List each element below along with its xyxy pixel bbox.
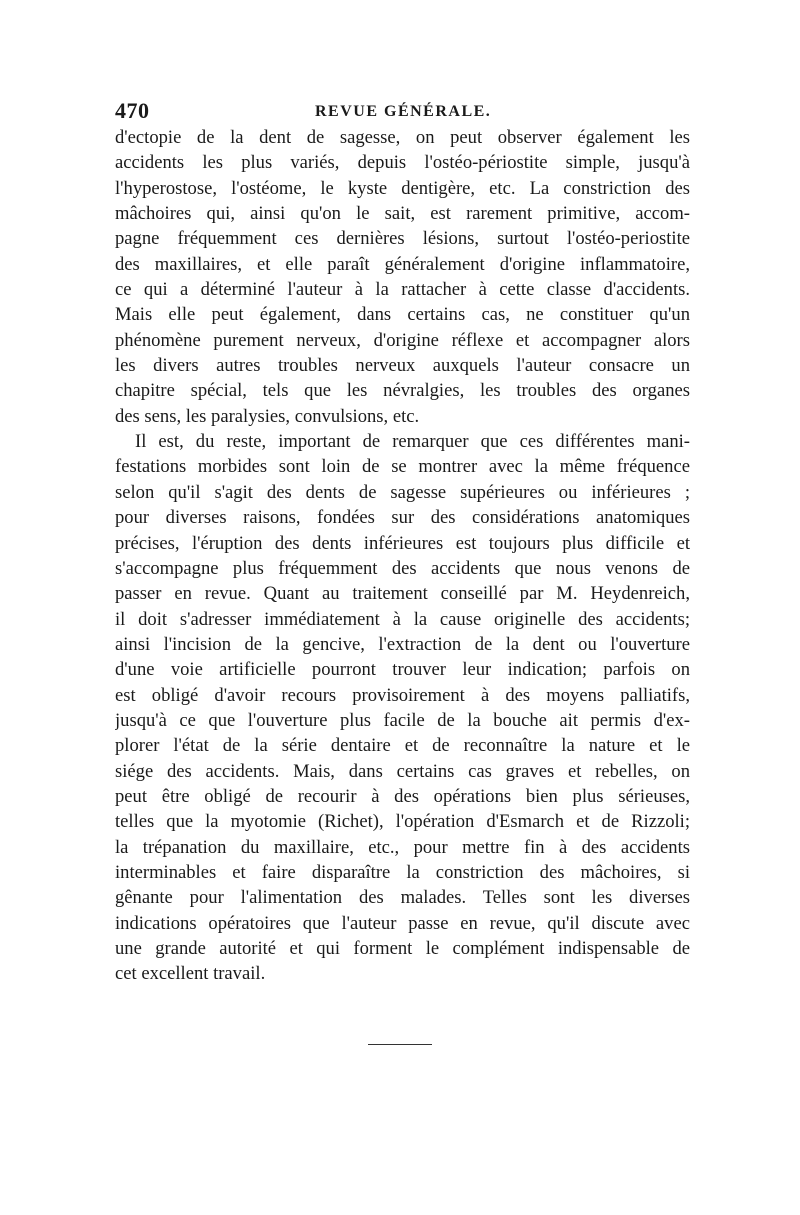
text-line: telles que la myotomie (Richet), l'opération d'Esmarch et de Rizzoli; bbox=[115, 811, 690, 833]
paragraph bbox=[115, 125, 690, 429]
text-line: Mais elle peut également, dans certains cas, ne constituer qu'un bbox=[115, 304, 690, 326]
text-line: pagne fréquemment ces dernières lésions, surtout l'ostéo-periostite bbox=[115, 228, 690, 250]
text-line: phénomène purement nerveux, d'origine réflexe et accompagner alors bbox=[115, 329, 690, 351]
text-line: gênante pour l'alimentation des malades. Telles sont les diverses bbox=[115, 887, 690, 909]
text-line: selon qu'il s'agit des dents de sagesse supérieures ou inférieures ; bbox=[115, 481, 690, 503]
text-line: des maxillaires, et elle paraît généralement d'origine inflammatoire, bbox=[115, 253, 690, 275]
text-line: l'hyperostose, l'ostéome, le kyste dentigère, etc. La constriction des bbox=[115, 177, 690, 199]
text-line: festations morbides sont loin de se montrer avec la même fréquence bbox=[115, 456, 690, 478]
text-line: chapitre spécial, tels que les névralgies, les troubles des organes bbox=[115, 380, 690, 402]
text-line: siége des accidents. Mais, dans certains cas graves et rebelles, on bbox=[115, 760, 690, 782]
text-line: mâchoires qui, ainsi qu'on le sait, est rarement primitive, accom- bbox=[115, 203, 690, 225]
paragraph bbox=[115, 429, 690, 987]
text-line: ainsi l'incision de la gencive, l'extraction de la dent ou l'ouverture bbox=[115, 633, 690, 655]
text-line: est obligé d'avoir recours provisoirement à des moyens palliatifs, bbox=[115, 684, 690, 706]
text-line: les divers autres troubles nerveux auxquels l'auteur consacre un bbox=[115, 355, 690, 377]
text-line: peut être obligé de recourir à des opérations bien plus sérieuses, bbox=[115, 785, 690, 807]
text-line: des sens, les paralysies, convulsions, etc. bbox=[115, 405, 420, 427]
text-line: pour diverses raisons, fondées sur des considérations anatomiques bbox=[115, 507, 690, 529]
text-line: il doit s'adresser immédiatement à la cause originelle des accidents; bbox=[115, 608, 690, 630]
text-line: d'ectopie de la dent de sagesse, on peut observer également les bbox=[115, 127, 690, 148]
running-title: REVUE GÉNÉRALE. bbox=[315, 103, 492, 120]
text-line: d'une voie artificielle pourront trouver leur indication; parfois on bbox=[115, 659, 690, 681]
end-rule bbox=[368, 1044, 432, 1045]
text-line: la trépanation du maxillaire, etc., pour mettre fin à des accidents bbox=[115, 836, 690, 858]
text-line: interminables et faire disparaître la constriction des mâchoires, si bbox=[115, 861, 690, 883]
text-line: Il est, du reste, important de remarquer que ces différentes mani- bbox=[135, 431, 690, 453]
running-head bbox=[115, 98, 685, 126]
text-line: ce qui a déterminé l'auteur à la rattacher à cette classe d'accidents. bbox=[115, 279, 690, 301]
text-line: s'accompagne plus fréquemment des accidents que nous venons de bbox=[115, 557, 690, 579]
text-line: cet excellent travail. bbox=[115, 963, 266, 985]
page-number: 470 bbox=[115, 98, 150, 123]
text-line: accidents les plus variés, depuis l'ostéo-périostite simple, jusqu'à bbox=[115, 152, 690, 174]
text-line: une grande autorité et qui forment le complément indispensable de bbox=[115, 938, 690, 959]
text-line: indications opératoires que l'auteur passe en revue, qu'il discute avec bbox=[115, 912, 690, 934]
text-line: passer en revue. Quant au traitement conseillé par M. Heydenreich, bbox=[115, 583, 690, 605]
body-text bbox=[115, 125, 690, 987]
text-line: jusqu'à ce que l'ouverture plus facile de la bouche ait permis d'ex- bbox=[115, 709, 690, 731]
text-line: plorer l'état de la série dentaire et de reconnaître la nature et le bbox=[115, 735, 690, 757]
text-line: précises, l'éruption des dents inférieures est toujours plus difficile et bbox=[115, 532, 690, 554]
